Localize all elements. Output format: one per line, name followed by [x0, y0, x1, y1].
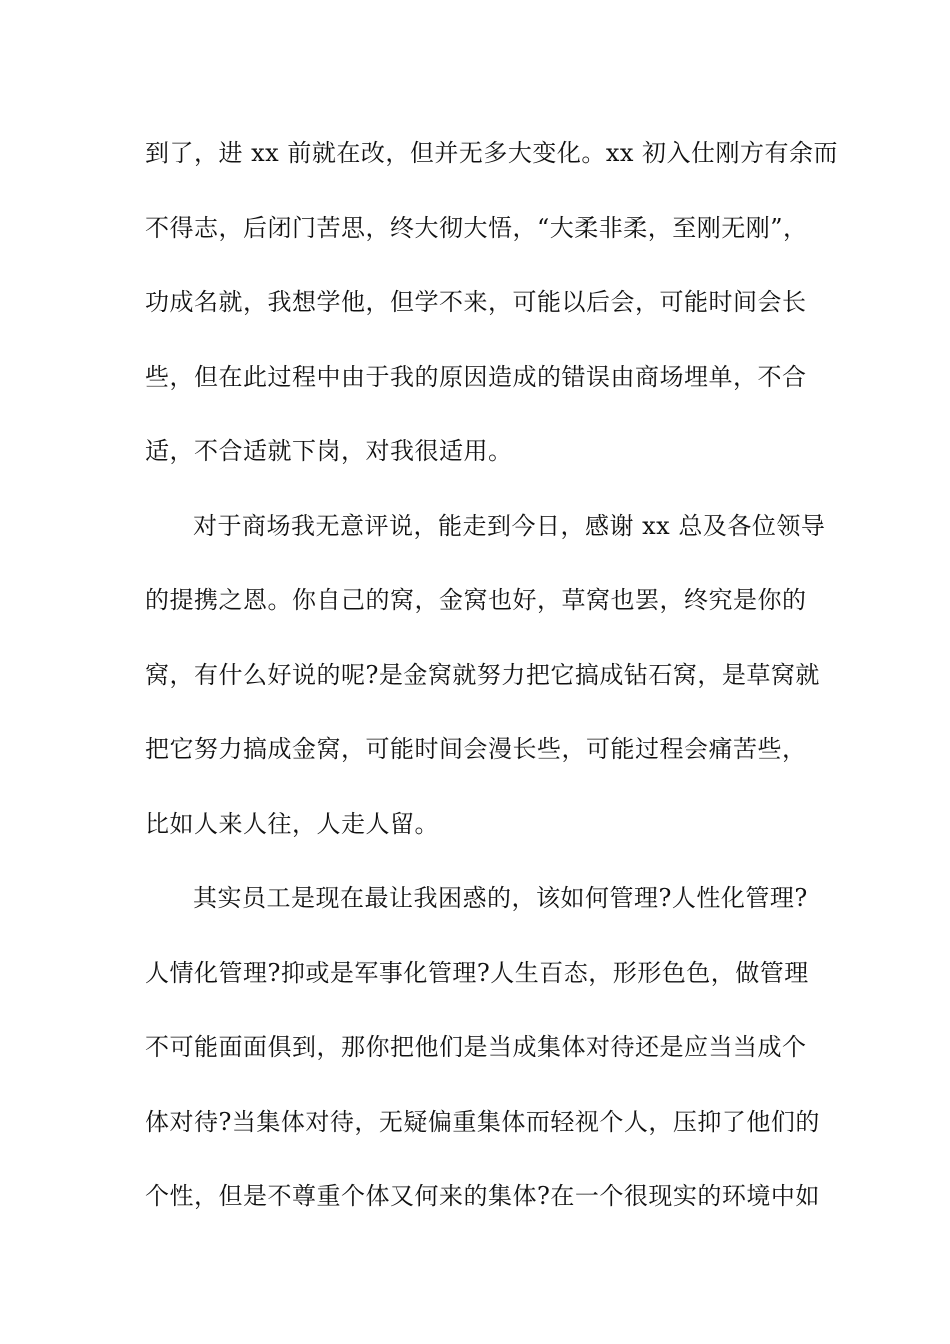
text-line: 适，不合适就下岗，对我很适用。: [145, 437, 513, 465]
text-line: 把它努力搞成金窝，可能时间会漫长些，可能过程会痛苦些，: [145, 735, 807, 763]
text-line: 窝，有什么好说的呢?是金窝就努力把它搞成钻石窝，是草窝就: [145, 660, 820, 689]
text-line: 功成名就，我想学他，但学不来，可能以后会，可能时间会长: [145, 288, 807, 316]
text-line: 到了，进 xx 前就在改，但并无多大变化。xx 初入仕刚方有余而: [145, 139, 839, 167]
text-line: 人情化管理?抑或是军事化管理?人生百态，形形色色，做管理: [145, 958, 809, 987]
text-line: 不可能面面俱到，那你把他们是当成集体对待还是应当当成个: [145, 1033, 807, 1061]
text-line: 个性，但是不尊重个体又何来的集体?在一个很现实的环境中如: [145, 1182, 820, 1210]
paragraph-1: [145, 120, 839, 493]
text-line-indented: 其实员工是现在最让我困惑的，该如何管理?人性化管理?: [193, 884, 808, 912]
text-line: 的提携之恩。你自己的窝，金窝也好，草窝也罢，终究是你的: [145, 586, 807, 614]
text-line: 些，但在此过程中由于我的原因造成的错误由商场埋单，不合: [145, 362, 807, 391]
text-line: 不得志，后闭门苦思，终大彻大悟，“大柔非柔，至刚无刚”，: [145, 213, 808, 242]
text-line: 体对待?当集体对待，无疑偏重集体而轻视个人，压抑了他们的: [145, 1107, 820, 1136]
paragraph-2: [145, 493, 825, 866]
text-line-indented: 对于商场我无意评说，能走到今日，感谢 xx 总及各位领导: [193, 511, 826, 540]
text-line: 比如人来人往，人走人留。: [145, 809, 439, 838]
paragraph-3: [145, 865, 825, 1238]
document-body: [145, 120, 839, 1238]
